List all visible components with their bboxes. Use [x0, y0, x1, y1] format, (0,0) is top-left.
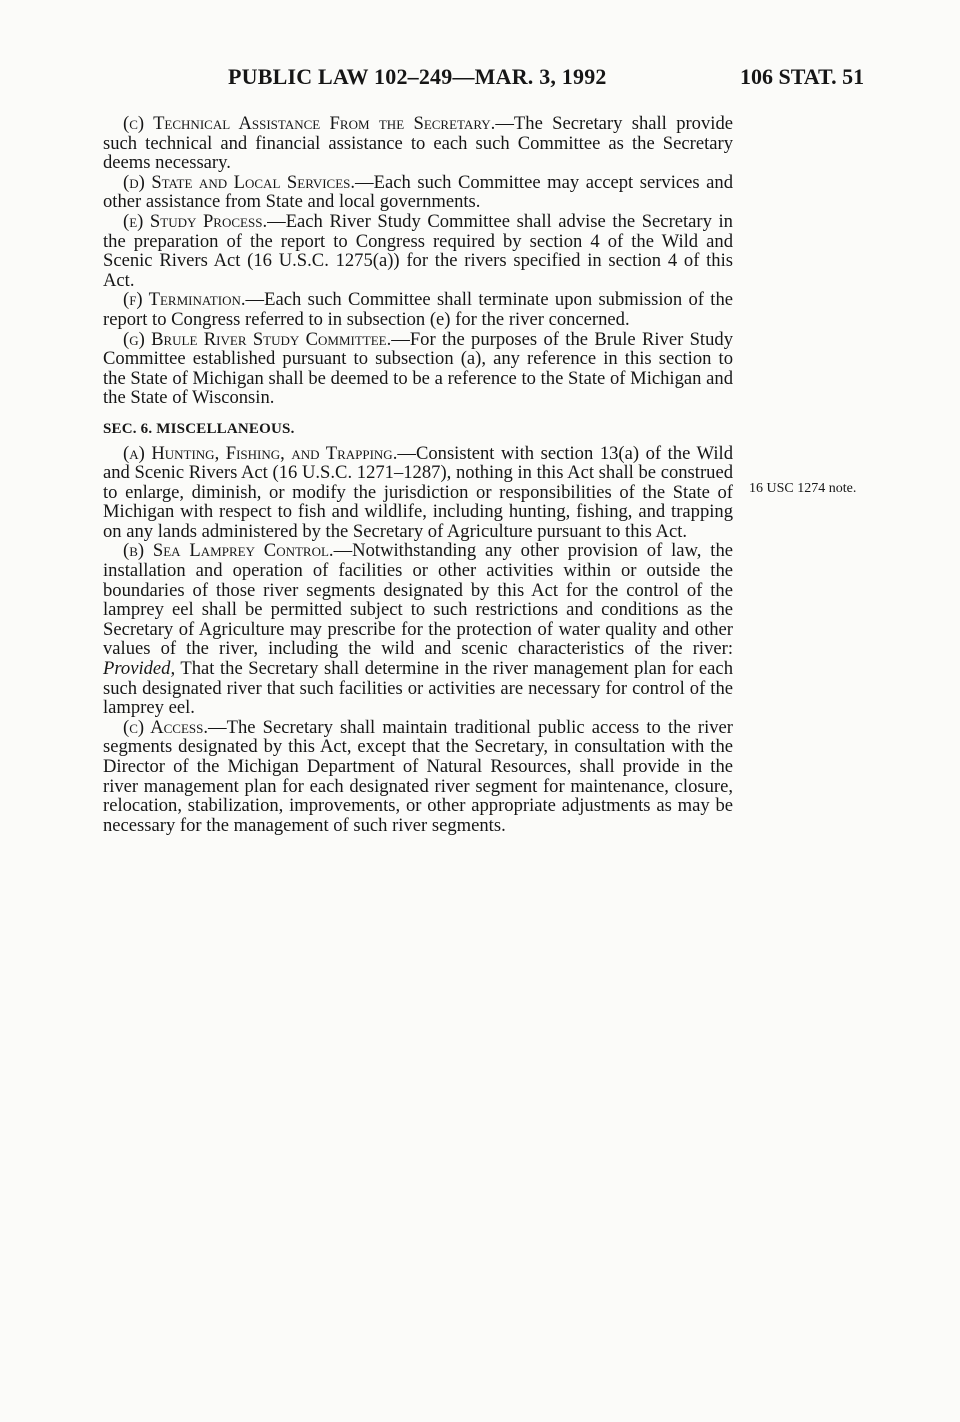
running-head: PUBLIC LAW 102–249—MAR. 3, 1992: [228, 64, 607, 89]
subsection-caption: (g) Brule River Study Committee.: [123, 328, 392, 350]
subsection-text-continued: That the Secretary shall determine in the river management plan for each such designated river that such facilities or activities are necessary for control of the lamprey eel.: [103, 658, 733, 719]
subsection-caption: (a) Hunting, Fishing, and Trapping.: [123, 442, 398, 464]
subsection-text: —Each such Committee may accept services and other assistance from State and local governments.: [103, 171, 733, 213]
subsection-caption: (e) Study Process.: [123, 210, 268, 232]
subsection-b-sea-lamprey: [103, 541, 733, 717]
subsection-caption: (d) State and Local Services.: [123, 171, 356, 193]
subsection-text: —Each River Study Committee shall advise the Secretary in the preparation of the report to Congress required by section 4 of the Wild and Scenic Rivers Act (16 U.S.C. 1275(a)) for the rivers specified in section 4 of this Act.: [103, 210, 733, 291]
subsection-caption: (b) Sea Lamprey Control.: [123, 540, 334, 562]
subsection-text: —The Secretary shall provide such technical and financial assistance to each such Committee as the Secretary deems necessary.: [103, 113, 733, 174]
subsection-caption: (c) Technical Assistance From the Secretary.: [123, 113, 496, 134]
subsection-caption: (f) Termination.: [123, 289, 246, 311]
subsection-text: —Notwithstanding any other provision of law, the installation and operation of facilities or other activities within or outside the boundaries of those river segments designated by this Act for the control of the lamprey eel shall be permitted subject to such restrictions and conditions as the Secretary of Agriculture may prescribe for the protection of water quality and other values of the river, including the wild and scenic characteristics of the river:: [103, 540, 733, 660]
subsection-text: —Consistent with section 13(a) of the Wild and Scenic Rivers Act (16 U.S.C. 1271–1287), nothing in this Act shall be construed to enlarge, diminish, or modify the jurisdiction or responsibilities of the State of Michigan with respect to fish and wildlife, including hunting, fishing, and trapping on any lands administered by the Secretary of Agriculture pursuant to this Act.: [103, 442, 733, 542]
subsection-c-access: [103, 718, 733, 836]
body-text: [103, 114, 733, 835]
subsection-e-study-process: [103, 212, 733, 290]
subsection-f-termination: [103, 290, 733, 329]
section-6-heading: SEC. 6. MISCELLANEOUS.: [103, 420, 295, 437]
proviso-word: Provided,: [103, 658, 176, 680]
statute-page-number: 106 STAT. 51: [740, 64, 865, 89]
margin-note: 16 USC 1274 note.: [749, 481, 857, 496]
subsection-text: —For the purposes of the Brule River Study Committee established pursuant to subsection (a), any reference in this section to the State of Michigan shall be deemed to be a reference to the State of Michigan and the State of Wisconsin.: [103, 328, 733, 409]
subsection-text: —The Secretary shall maintain traditional public access to the river segments designated by this Act, except that the Secretary, in consultation with the Director of the Michigan Department of Natural Resources, shall provide in the river management plan for each designated river segment for maintenance, closure, relocation, stabilization, improvements, or other appropriate adjustments as may be necessary for the management of such river segments.: [103, 716, 733, 836]
subsection-c-technical-assistance: [103, 114, 733, 173]
page-header: [0, 64, 960, 94]
subsection-a-hunting-fishing: [103, 444, 733, 542]
subsection-caption: (c) Access.: [123, 716, 209, 738]
subsection-text: —Each such Committee shall terminate upon submission of the report to Congress referred to in subsection (e) for the river concerned.: [103, 289, 733, 330]
subsection-g-brule-river: [103, 330, 733, 408]
subsection-d-state-local-services: [103, 173, 733, 212]
